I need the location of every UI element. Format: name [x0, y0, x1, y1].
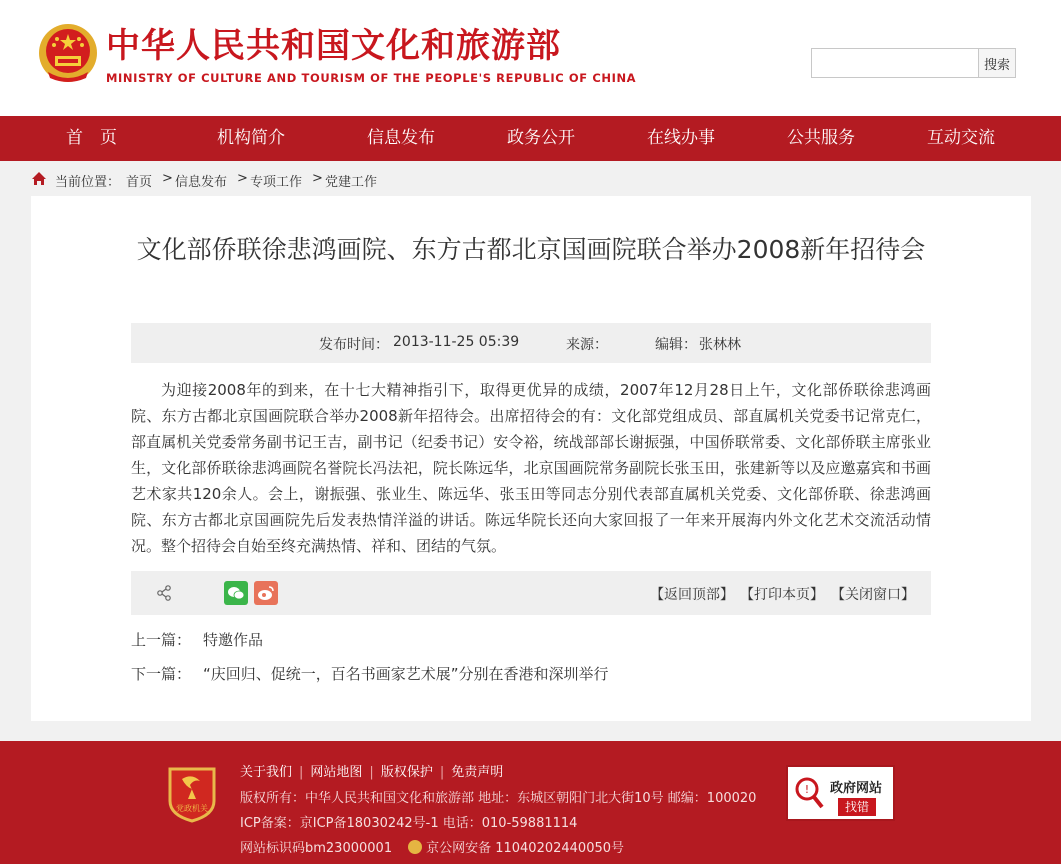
editor-label: 编辑： [655, 337, 697, 353]
prev-label: 上一篇： [131, 631, 192, 649]
article-card [31, 196, 1031, 721]
nav-item-interaction[interactable]: 互动交流 [927, 128, 995, 148]
editor-name: 张林林 [699, 337, 741, 353]
party-govt-badge-icon[interactable] [166, 765, 218, 823]
footer-site-id: 网站标识码bm23000001 [240, 841, 393, 856]
footer-link-copyright[interactable]: 版权保护 [380, 765, 433, 780]
footer-link-disclaimer[interactable]: 免责声明 [451, 765, 504, 780]
share-bar [131, 571, 931, 615]
site-header [0, 0, 1061, 116]
article-meta [131, 323, 931, 363]
breadcrumb-separator: > [312, 171, 323, 186]
search-input[interactable] [811, 48, 979, 78]
footer-ids [240, 837, 624, 856]
breadcrumb-prefix: 当前位置： [55, 175, 121, 190]
gov-site-error-report-badge[interactable] [786, 765, 895, 821]
back-to-top-link[interactable]: 【返回顶部】 [650, 587, 734, 603]
footer-link-about[interactable]: 关于我们 [240, 765, 293, 780]
search-button[interactable]: 搜索 [979, 48, 1016, 78]
wechat-share-icon[interactable] [224, 581, 248, 605]
nav-item-gov-affairs[interactable]: 政务公开 [507, 128, 575, 148]
footer-copyright: 版权所有：中华人民共和国文化和旅游部 地址：东城区朝阳门北大街10号 邮编：100020 [240, 791, 757, 806]
share-icon[interactable] [156, 585, 172, 601]
footer-link-sitemap[interactable]: 网站地图 [310, 765, 363, 780]
publish-time: 2013-11-25 05:39 [393, 334, 520, 350]
breadcrumb-item-home[interactable]: 首页 [126, 175, 153, 190]
svg-text:!: ! [804, 783, 810, 796]
nav-item-online-service[interactable]: 在线办事 [647, 128, 715, 148]
gov-badge-action: 找错 [838, 798, 876, 816]
article-title: 文化部侨联徐悲鸿画院、东方古都北京国画院联合举办2008新年招待会 [136, 235, 926, 264]
magnifier-icon [794, 775, 824, 811]
weibo-share-icon[interactable] [254, 581, 278, 605]
main-nav [0, 116, 1061, 161]
next-label: 下一篇： [131, 665, 192, 683]
close-window-link[interactable]: 【关闭窗口】 [831, 587, 915, 603]
breadcrumb-item-party[interactable]: 党建工作 [325, 175, 378, 190]
prev-article [131, 629, 263, 650]
next-article [131, 663, 609, 684]
breadcrumb-separator: > [237, 171, 248, 186]
footer-police-record[interactable]: 京公网安备 11040202440050号 [426, 841, 625, 856]
nav-item-public-service[interactable]: 公共服务 [787, 128, 855, 148]
article-body: 为迎接2008年的到来，在十七大精神指引下，取得更优异的成绩，2007年12月28日上午，文化部侨联徐悲鸿画院、东方古都北京国画院联合举办2008新年招待会。出席招待会的有：文化部党组成员、部直属机关党委书记常克仁，部直属机关党委常务副书记王吉，副书记（纪委书记）安令裕，统战部部长谢振强，中国侨联常委、文化部侨联主席张业生，文化部侨联徐悲鸿画院名誉院长冯法祀，院长陈远华，北京国画院常务副院长张玉田，张建新等以及应邀嘉宾和书画艺术家共120余人。会上，谢振强、张业生、陈远华、张玉田等同志分别代表部直属机关党委、文化部侨联、徐悲鸿画院、东方古都北京国画院先后发表热情洋溢的讲话。陈远华院长还向大家回报了一年来开展海内外文化艺术交流活动情况。整个招待会自始至终充满热情、祥和、团结的气氛。 [131, 381, 931, 555]
nav-item-about[interactable]: 机构简介 [217, 128, 285, 148]
breadcrumb-item-news[interactable]: 信息发布 [175, 175, 228, 190]
svg-text:党政机关: 党政机关 [176, 804, 208, 813]
prev-article-link[interactable]: 特邀作品 [203, 631, 264, 649]
home-icon [31, 171, 47, 186]
print-page-link[interactable]: 【打印本页】 [740, 587, 824, 603]
gov-badge-title: 政府网站 [830, 781, 883, 796]
ministry-title-en: MINISTRY OF CULTURE AND TOURISM OF THE PEOPLE'S REPUBLIC OF CHINA [106, 71, 637, 85]
footer-links: 关于我们 | 网站地图 | 版权保护 | 免责声明 [240, 765, 504, 780]
breadcrumb-separator: > [162, 171, 173, 186]
footer-icp[interactable]: ICP备案：京ICP备18030242号-1 电话：010-59881114 [240, 816, 578, 831]
source-label: 来源： [566, 337, 608, 353]
publish-time-label: 发布时间： [319, 337, 389, 353]
next-article-link[interactable]: “庆回归、促统一，百名书画家艺术展”分别在香港和深圳举行 [203, 665, 609, 683]
ministry-title-cn[interactable]: 中华人民共和国文化和旅游部 [106, 26, 561, 66]
site-footer [0, 741, 1061, 864]
breadcrumb-item-special[interactable]: 专项工作 [250, 175, 303, 190]
police-badge-icon [408, 840, 422, 854]
breadcrumb [0, 165, 1061, 193]
nav-item-news[interactable]: 信息发布 [367, 128, 435, 148]
national-emblem-icon[interactable] [38, 22, 98, 84]
nav-item-home[interactable]: 首 页 [66, 128, 117, 148]
